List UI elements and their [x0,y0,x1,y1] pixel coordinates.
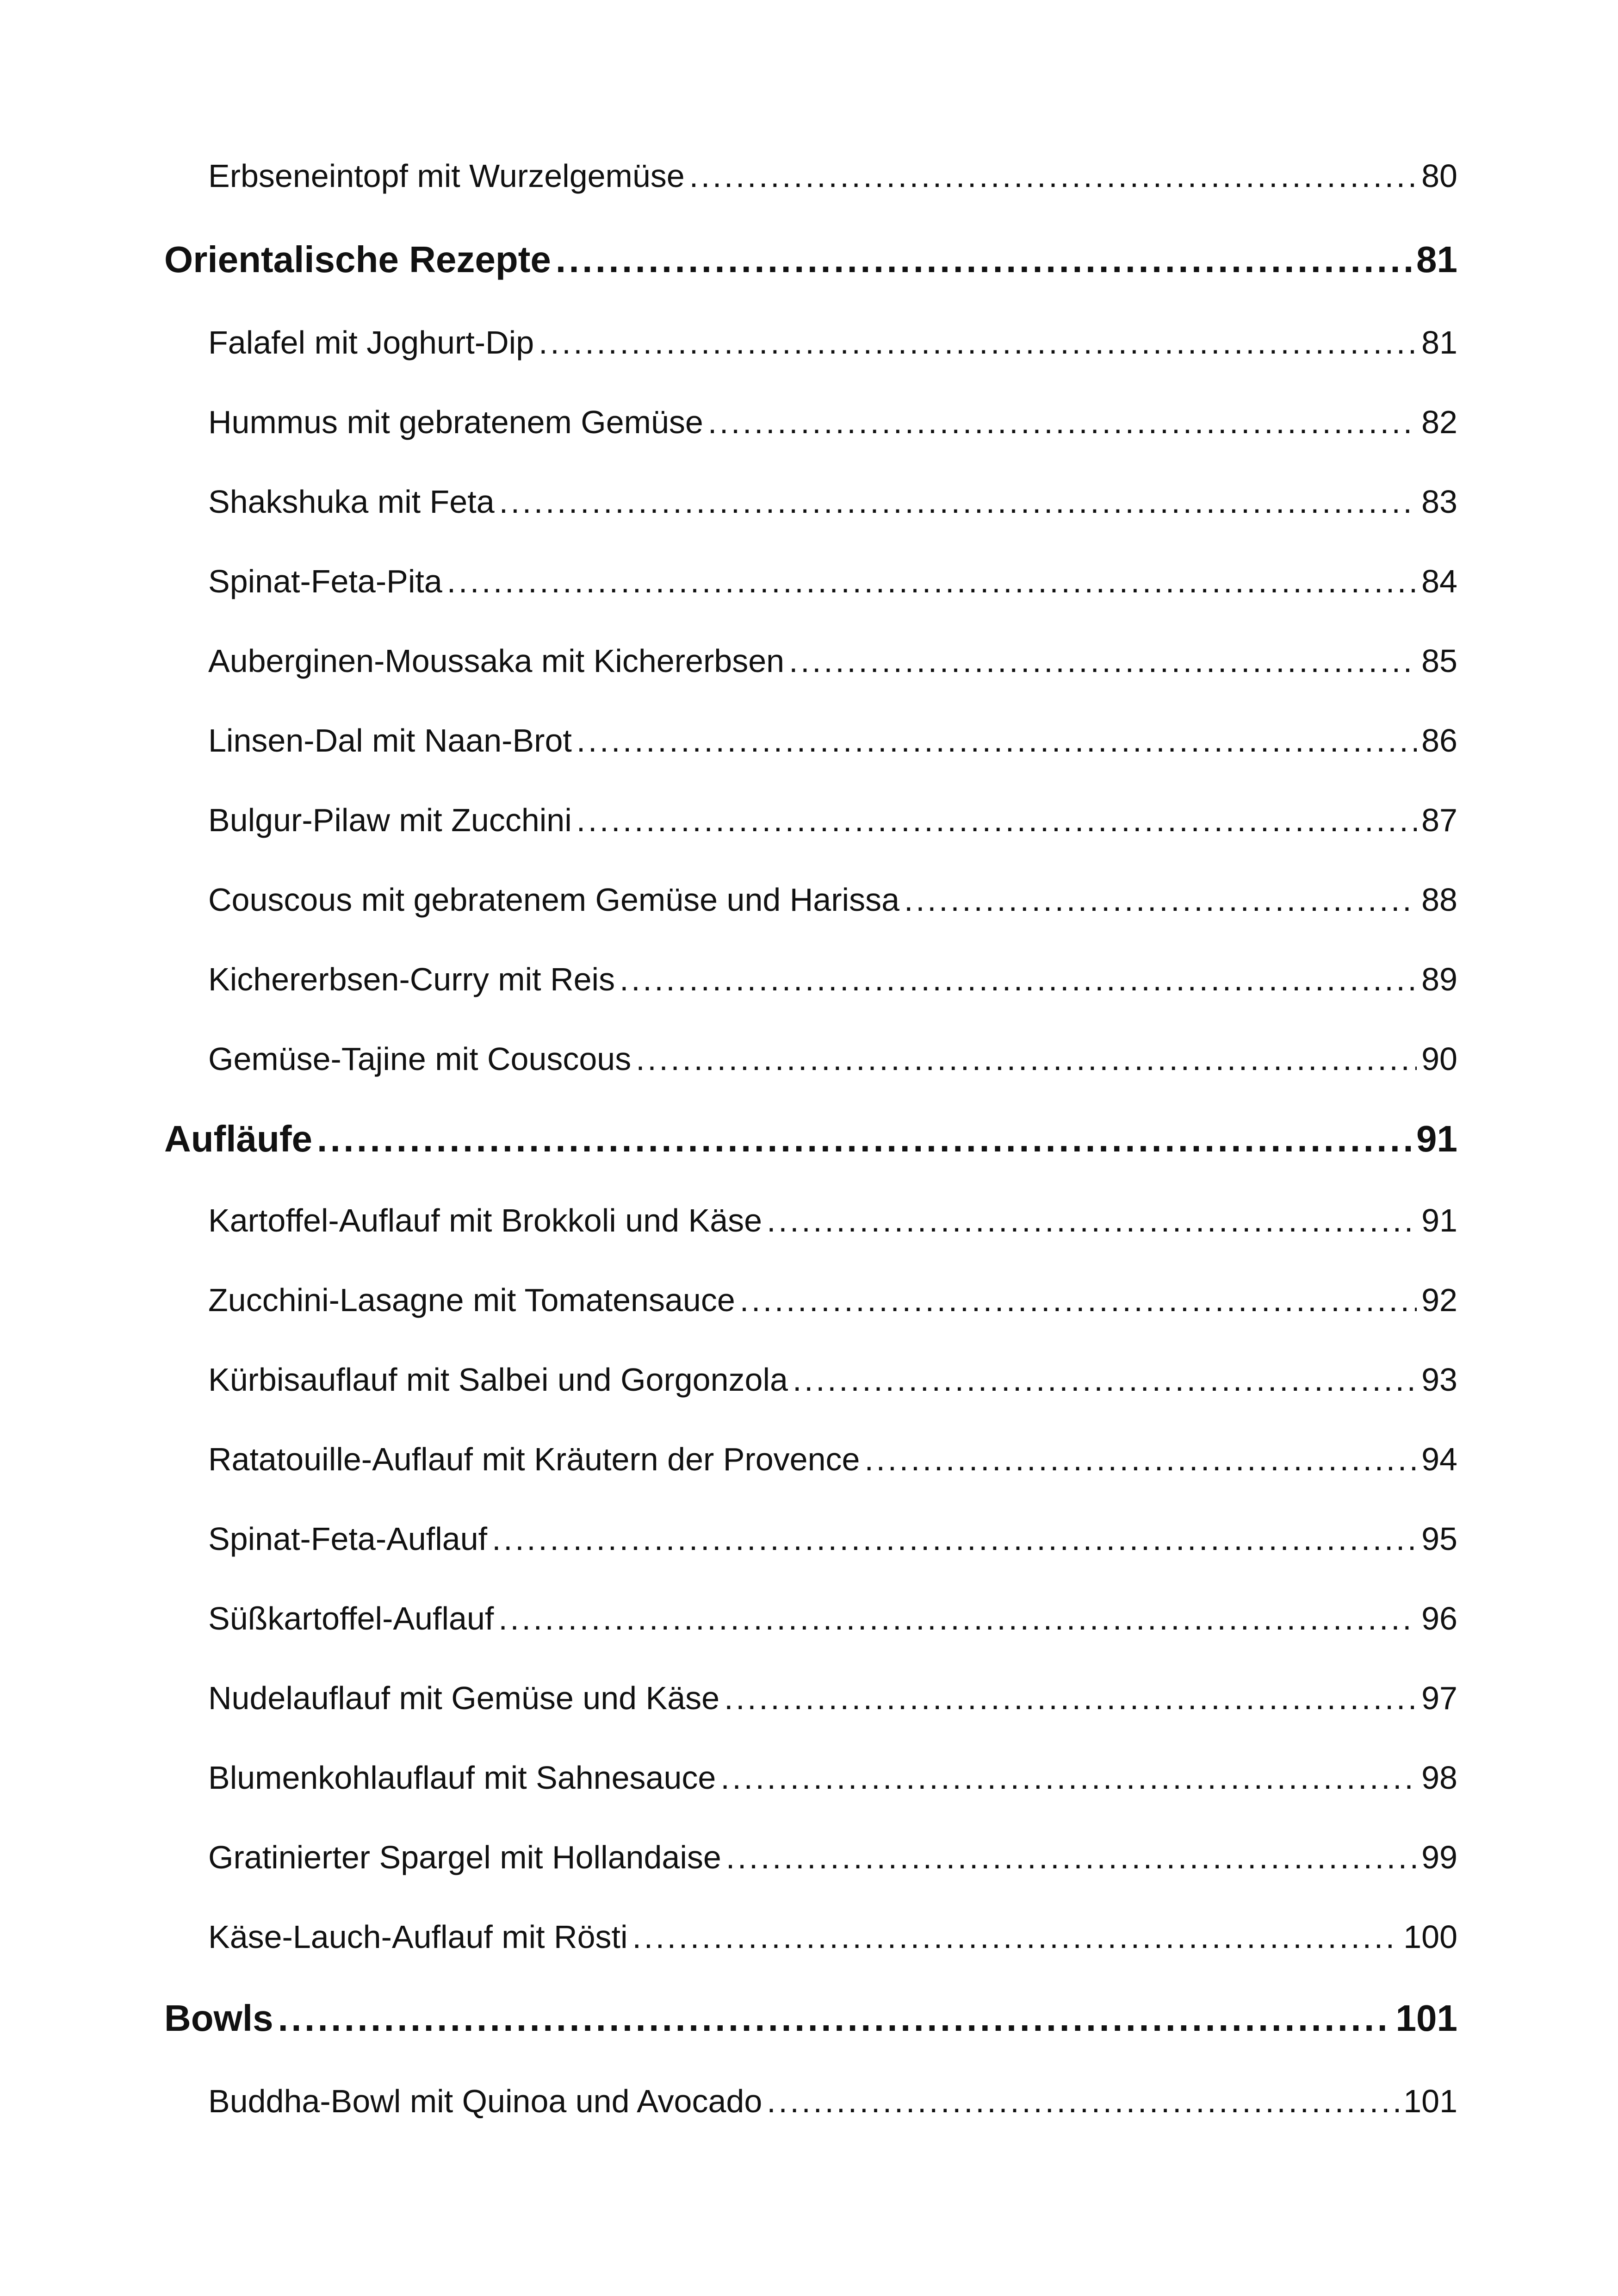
toc-entry-spinat-feta-pita[interactable] [164,563,1457,628]
toc-entry-page-number: 94 [1421,1441,1457,1477]
dot-leader [447,563,1417,600]
toc-entry-page-number: 98 [1421,1760,1457,1796]
toc-entry-page-number: 89 [1421,961,1457,997]
toc-entry-erbseneintopf[interactable] [164,157,1457,222]
dot-leader [317,1118,1412,1160]
dot-leader [556,238,1412,281]
toc-entry-title: Kartoffel-Auflauf mit Brokkoli und Käse [208,1202,763,1238]
toc-entry-nudelauflauf[interactable] [164,1680,1457,1744]
toc-entry-page-number: 97 [1421,1680,1457,1716]
toc-entry-gemuese-tajine[interactable] [164,1040,1457,1105]
dot-leader [740,1282,1417,1319]
toc-entry-title: Gemüse-Tajine mit Couscous [208,1041,632,1077]
toc-entry-title: Hummus mit gebratenem Gemüse [208,404,703,440]
dot-leader [632,1918,1399,1955]
toc-section-page-number: 101 [1395,1997,1457,2039]
toc-entry-title: Linsen-Dal mit Naan-Brot [208,722,572,759]
dot-leader [577,802,1417,839]
toc-entry-page-number: 99 [1421,1839,1457,1875]
toc-entry-shakshuka[interactable] [164,483,1457,548]
toc-entry-title: Ratatouille-Auflauf mit Kräutern der Provence [208,1441,860,1477]
toc-entry-page-number: 90 [1421,1041,1457,1077]
toc-section-title: Orientalische Rezepte [164,239,551,280]
toc-entry-title: Spinat-Feta-Pita [208,563,442,599]
toc-entry-page-number: 80 [1421,158,1457,194]
dot-leader [793,1361,1417,1398]
toc-entry-title: Buddha-Bowl mit Quinoa und Avocado [208,2083,763,2119]
toc-entry-page-number: 84 [1421,563,1457,599]
toc-section-title: Bowls [164,1997,273,2039]
toc-entry-linsen-dal[interactable] [164,722,1457,787]
toc-entry-page-number: 101 [1403,2083,1457,2119]
toc-entry-page-number: 100 [1403,1919,1457,1955]
toc-entry-moussaka[interactable] [164,642,1457,707]
toc-section-orientalische-rezepte[interactable] [164,238,1457,303]
dot-leader [904,881,1417,918]
toc-entry-blumenkohlauflauf[interactable] [164,1759,1457,1824]
dot-leader [539,324,1417,361]
dot-leader [864,1441,1417,1478]
dot-leader [492,1520,1417,1557]
dot-leader [620,961,1417,998]
dot-leader [498,1600,1417,1637]
toc-entry-title: Shakshuka mit Feta [208,484,495,520]
toc-entry-page-number: 88 [1421,882,1457,918]
toc-entry-title: Erbseneintopf mit Wurzelgemüse [208,158,685,194]
dot-leader [724,1680,1417,1717]
toc-entry-kichererbsen-curry[interactable] [164,961,1457,1026]
toc-entry-title: Süßkartoffel-Auflauf [208,1600,494,1636]
toc-entry-title: Gratinierter Spargel mit Hollandaise [208,1839,721,1875]
toc-entry-title: Couscous mit gebratenem Gemüse und Harissa [208,882,900,918]
toc-entry-page-number: 86 [1421,722,1457,759]
toc-entry-title: Nudelauflauf mit Gemüse und Käse [208,1680,720,1716]
toc-entry-falafel[interactable] [164,324,1457,389]
toc-entry-hummus[interactable] [164,404,1457,468]
toc-entry-zucchini-lasagne[interactable] [164,1282,1457,1346]
toc-entry-page-number: 83 [1421,484,1457,520]
dot-leader [726,1839,1417,1876]
toc-entry-page-number: 92 [1421,1282,1457,1318]
toc-entry-title: Auberginen-Moussaka mit Kichererbsen [208,643,785,679]
table-of-contents [164,0,1457,2296]
dot-leader [577,722,1417,759]
toc-section-title: Aufläufe [164,1118,312,1159]
toc-entry-ratatouille-auflauf[interactable] [164,1441,1457,1506]
toc-entry-couscous[interactable] [164,881,1457,946]
toc-section-auflaeufe[interactable] [164,1118,1457,1182]
dot-leader [720,1759,1417,1796]
toc-entry-gratinierter-spargel[interactable] [164,1839,1457,1904]
toc-entry-spinat-feta-auflauf[interactable] [164,1520,1457,1585]
dot-leader [767,1202,1417,1239]
toc-entry-page-number: 91 [1421,1202,1457,1238]
toc-entry-title: Spinat-Feta-Auflauf [208,1521,488,1557]
toc-entry-page-number: 81 [1421,324,1457,361]
toc-entry-title: Bulgur-Pilaw mit Zucchini [208,802,572,838]
toc-section-page-number: 91 [1416,1118,1457,1159]
toc-entry-title: Kürbisauflauf mit Salbei und Gorgonzola [208,1362,788,1398]
toc-section-bowls[interactable] [164,1997,1457,2062]
toc-entry-title: Kichererbsen-Curry mit Reis [208,961,615,997]
dot-leader [636,1040,1417,1077]
dot-leader [708,404,1417,441]
toc-entry-page-number: 95 [1421,1521,1457,1557]
toc-section-page-number: 81 [1416,239,1457,280]
toc-entry-page-number: 82 [1421,404,1457,440]
dot-leader [689,157,1417,194]
dot-leader [278,1997,1391,2040]
dot-leader [789,642,1417,679]
toc-entry-page-number: 96 [1421,1600,1457,1636]
toc-entry-title: Käse-Lauch-Auflauf mit Rösti [208,1919,628,1955]
toc-entry-bulgur-pilaw[interactable] [164,802,1457,866]
toc-entry-suesskartoffel-auflauf[interactable] [164,1600,1457,1665]
toc-entry-title: Blumenkohlauflauf mit Sahnesauce [208,1760,716,1796]
toc-entry-kartoffel-auflauf[interactable] [164,1202,1457,1267]
toc-entry-title: Zucchini-Lasagne mit Tomatensauce [208,1282,735,1318]
dot-leader [767,2083,1399,2120]
toc-entry-page-number: 93 [1421,1362,1457,1398]
toc-entry-title: Falafel mit Joghurt-Dip [208,324,534,361]
toc-entry-buddha-bowl[interactable] [164,2083,1457,2147]
toc-entry-page-number: 85 [1421,643,1457,679]
dot-leader [499,483,1417,520]
toc-entry-page-number: 87 [1421,802,1457,838]
toc-entry-kaese-lauch-auflauf[interactable] [164,1918,1457,1983]
toc-entry-kuerbisauflauf[interactable] [164,1361,1457,1426]
